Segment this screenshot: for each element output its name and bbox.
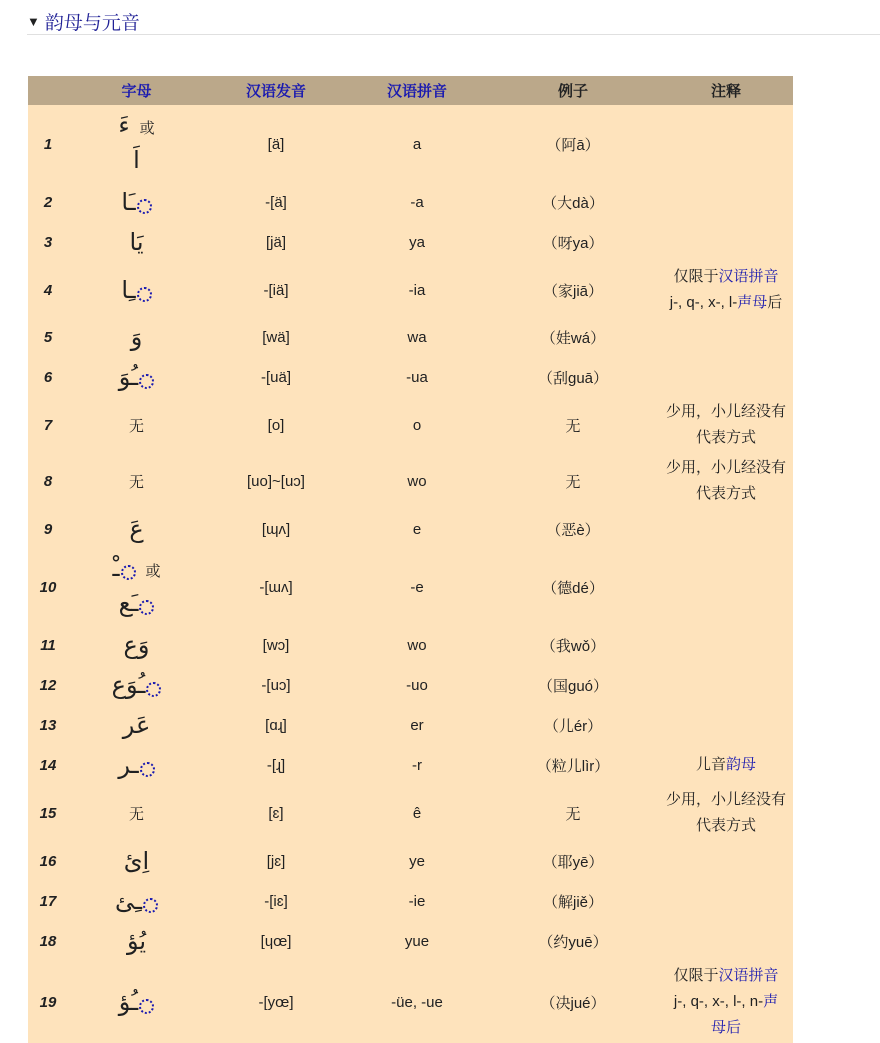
table-row: [28, 317, 793, 357]
row-number: 8: [43, 472, 53, 490]
note-cell: [659, 357, 793, 397]
ipa-cell: [jä]: [265, 233, 286, 251]
note-text: 代表方式: [695, 485, 756, 502]
arabic-letter: ـُؤ: [118, 988, 139, 1016]
example-cell: （娃wá）: [540, 329, 606, 347]
letter-cell: [68, 705, 205, 745]
pinyin-cell: -e: [410, 578, 424, 596]
note-cell: [659, 625, 793, 665]
arabic-letter: ـَع: [118, 589, 139, 617]
collapse-triangle-icon[interactable]: ▼: [27, 14, 40, 29]
letter-none: 无: [128, 805, 144, 823]
row-number: 6: [43, 368, 53, 386]
table-row: [28, 921, 793, 961]
ipa-cell: [ɥœ]: [260, 932, 292, 950]
table-row: [28, 665, 793, 705]
arabic-letter: يُؤ: [126, 927, 147, 955]
note-cell: [659, 509, 793, 549]
arabic-letter: يَا: [129, 228, 144, 256]
table-row: [28, 705, 793, 745]
arabic-letter: ـَا: [121, 188, 136, 216]
letter-cell: [68, 221, 205, 263]
dotted-circle-placeholder-icon: [139, 999, 154, 1014]
pinyin-cell: er: [410, 716, 424, 734]
ipa-cell: [wä]: [262, 328, 290, 346]
table-row: [28, 221, 793, 263]
letter-cell: [68, 263, 205, 317]
pinyin-cell: o: [412, 416, 422, 434]
letter-cell: [68, 317, 205, 357]
table-row: [28, 549, 793, 625]
arabic-letter: اِئ: [123, 847, 150, 875]
row-number: 19: [39, 993, 57, 1011]
dotted-circle-placeholder-icon: [137, 199, 152, 214]
letter-cell: [68, 785, 205, 841]
pinyin-cell: yue: [404, 932, 430, 950]
row-number: 7: [43, 416, 53, 434]
or-label: 或: [145, 563, 161, 580]
example-cell: （刮guā）: [537, 369, 609, 387]
example-cell: （约yuē）: [538, 933, 608, 951]
row-number: 5: [43, 328, 53, 346]
letter-cell: [68, 183, 205, 221]
letter-cell: [68, 509, 205, 549]
pinyin-cell: -ua: [406, 368, 428, 386]
dotted-circle-placeholder-icon: [146, 682, 161, 697]
row-number: 12: [39, 676, 57, 694]
arabic-letter: عَر: [122, 711, 151, 739]
header-number: [28, 76, 68, 105]
pinyin-cell: -r: [412, 756, 422, 774]
ipa-cell: [o]: [267, 416, 285, 434]
header-example: 例子: [487, 76, 659, 105]
table-row: [28, 263, 793, 317]
note-text: 少用，小儿经没有: [665, 459, 786, 476]
note-cell: [659, 221, 793, 263]
table-row: [28, 841, 793, 881]
ipa-cell: -[uɔ]: [261, 676, 291, 694]
table-header-row: [28, 76, 793, 105]
row-number: 13: [39, 716, 57, 734]
example-cell: （国guó）: [537, 677, 609, 695]
table-row: [28, 509, 793, 549]
dotted-circle-placeholder-icon: [139, 600, 154, 615]
ipa-cell: -[yœ]: [258, 993, 294, 1011]
header-pinyin-link[interactable]: 汉语拼音: [347, 76, 487, 105]
table-row: [28, 785, 793, 841]
letter-cell: [68, 625, 205, 665]
note-text: 少用，小儿经没有: [665, 403, 786, 420]
arabic-letter: ـْ: [112, 554, 120, 582]
arabic-letter: ـُوَ: [118, 363, 139, 391]
pinyin-cell: ê: [412, 804, 422, 822]
example-cell: 无: [565, 417, 581, 435]
note-cell: [659, 665, 793, 705]
example-cell: （粒儿lìr）: [536, 757, 610, 775]
row-number: 9: [43, 520, 53, 538]
note-cell: [659, 785, 793, 841]
note-cell: [659, 397, 793, 453]
note-text: 后: [767, 294, 783, 311]
note-cell: [659, 881, 793, 921]
table-row: [28, 961, 793, 1043]
table-row: [28, 357, 793, 397]
ipa-cell: [ɰʌ]: [261, 520, 291, 538]
example-cell: （大dà）: [542, 194, 604, 212]
ipa-cell: -[iä]: [263, 281, 289, 299]
pinyin-cell: e: [412, 520, 422, 538]
letter-cell: [68, 841, 205, 881]
note-link[interactable]: 韵母: [726, 756, 757, 773]
table-row: [28, 745, 793, 785]
arabic-letter: ـِا: [121, 276, 136, 304]
pinyin-cell: wo: [407, 472, 427, 490]
dotted-circle-placeholder-icon: [139, 374, 154, 389]
pinyin-cell: a: [412, 135, 422, 153]
row-number: 18: [39, 932, 57, 950]
arabic-letter: ـِئ: [114, 887, 143, 915]
note-link[interactable]: 声: [763, 993, 779, 1010]
pinyin-cell: wa: [407, 328, 427, 346]
note-cell: [659, 453, 793, 509]
note-cell: [659, 183, 793, 221]
letter-none: 无: [128, 417, 144, 435]
dotted-circle-placeholder-icon: [143, 898, 158, 913]
section-header[interactable]: [27, 8, 880, 35]
row-number: 10: [39, 578, 57, 596]
letter-cell: [68, 961, 205, 1043]
ipa-cell: -[iɛ]: [264, 892, 288, 910]
arabic-letter: اَ: [133, 146, 140, 174]
example-cell: （呀ya）: [542, 234, 604, 252]
arabic-letter: ـُوَع: [111, 671, 146, 699]
letter-cell: [68, 745, 205, 785]
row-number: 14: [39, 756, 57, 774]
table-row: [28, 881, 793, 921]
pinyin-cell: wo: [407, 636, 427, 654]
table-row: [28, 183, 793, 221]
header-pronunciation-link[interactable]: 汉语发音: [205, 76, 347, 105]
letter-cell: [68, 397, 205, 453]
example-cell: （决jué）: [540, 994, 606, 1012]
note-link[interactable]: 母后: [710, 1019, 741, 1036]
or-label: 或: [139, 120, 155, 137]
example-cell: （耶yē）: [542, 853, 604, 871]
note-cell: [659, 317, 793, 357]
note-cell: [659, 549, 793, 625]
pinyin-cell: -a: [410, 193, 424, 211]
note-cell: [659, 841, 793, 881]
arabic-letter: ءَ: [118, 111, 130, 139]
example-cell: （解jiě）: [542, 893, 603, 911]
note-text: 儿音: [695, 756, 726, 773]
ipa-cell: [ɛ]: [268, 804, 284, 822]
ipa-cell: [uo]~[uɔ]: [247, 472, 305, 490]
example-cell: 无: [565, 473, 581, 491]
row-number: 3: [43, 233, 53, 251]
pinyin-cell: -uo: [406, 676, 428, 694]
ipa-cell: [jɛ]: [266, 852, 286, 870]
note-text: 仅限于: [673, 967, 719, 984]
section-title: 韵母与元音: [44, 11, 140, 34]
ipa-cell: -[ɯʌ]: [259, 578, 293, 596]
note-text: 代表方式: [695, 429, 756, 446]
arabic-letter: وَع: [123, 631, 150, 659]
ipa-cell: -[ɻ]: [266, 756, 286, 774]
arabic-letter: ـر: [118, 751, 139, 779]
ipa-cell: [ɑɻ]: [265, 716, 287, 734]
note-text: j-, q-, x-, l-: [669, 294, 738, 311]
note-text: j-, q-, x-, l-, n-: [673, 993, 764, 1010]
note-cell: [659, 705, 793, 745]
note-cell: [659, 961, 793, 1043]
row-number: 11: [40, 636, 56, 654]
example-cell: （儿ér）: [543, 717, 603, 735]
letter-cell: [68, 665, 205, 705]
example-cell: （恶è）: [546, 521, 600, 539]
pinyin-cell: ye: [409, 852, 425, 870]
header-note: 注释: [659, 76, 793, 105]
ipa-cell: -[uä]: [260, 368, 291, 386]
note-text: 代表方式: [695, 817, 756, 834]
note-cell: [659, 263, 793, 317]
arabic-letter: عَ: [129, 515, 144, 543]
row-number: 16: [39, 852, 57, 870]
letter-cell: [68, 105, 205, 183]
note-link[interactable]: 汉语拼音: [718, 967, 779, 984]
pinyin-cell: -üe, -ue: [391, 993, 443, 1011]
row-number: 4: [43, 281, 53, 299]
note-text: 仅限于: [673, 268, 719, 285]
example-cell: （阿ā）: [546, 136, 600, 154]
example-cell: 无: [565, 805, 581, 823]
ipa-cell: [ä]: [267, 135, 285, 153]
ipa-cell: [wɔ]: [262, 636, 290, 654]
pinyin-cell: -ie: [408, 892, 426, 910]
row-number: 1: [43, 135, 53, 153]
example-cell: （我wǒ）: [540, 637, 606, 655]
letter-cell: [68, 549, 205, 625]
note-cell: [659, 745, 793, 785]
vowels-table: [28, 76, 793, 1043]
arabic-letter: وَ: [130, 323, 143, 351]
letter-cell: [68, 881, 205, 921]
pinyin-cell: -ia: [408, 281, 426, 299]
row-number: 2: [43, 193, 53, 211]
table-row: [28, 105, 793, 183]
ipa-cell: -[ä]: [265, 193, 287, 211]
note-cell: [659, 105, 793, 183]
dotted-circle-placeholder-icon: [137, 287, 152, 302]
letter-none: 无: [128, 473, 144, 491]
header-letter-link[interactable]: 字母: [68, 76, 205, 105]
letter-cell: [68, 357, 205, 397]
note-cell: [659, 921, 793, 961]
table-row: [28, 453, 793, 509]
example-cell: （德dé）: [542, 579, 604, 597]
letter-cell: [68, 453, 205, 509]
table-row: [28, 397, 793, 453]
dotted-circle-placeholder-icon: [140, 762, 155, 777]
note-text: 少用，小儿经没有: [665, 791, 786, 808]
table-row: [28, 625, 793, 665]
pinyin-cell: ya: [409, 233, 425, 251]
note-link[interactable]: 汉语拼音: [718, 268, 779, 285]
row-number: 17: [39, 892, 57, 910]
letter-cell: [68, 921, 205, 961]
note-link[interactable]: 声母: [737, 294, 768, 311]
example-cell: （家jiā）: [542, 282, 603, 300]
row-number: 15: [39, 804, 57, 822]
dotted-circle-placeholder-icon: [121, 565, 136, 580]
